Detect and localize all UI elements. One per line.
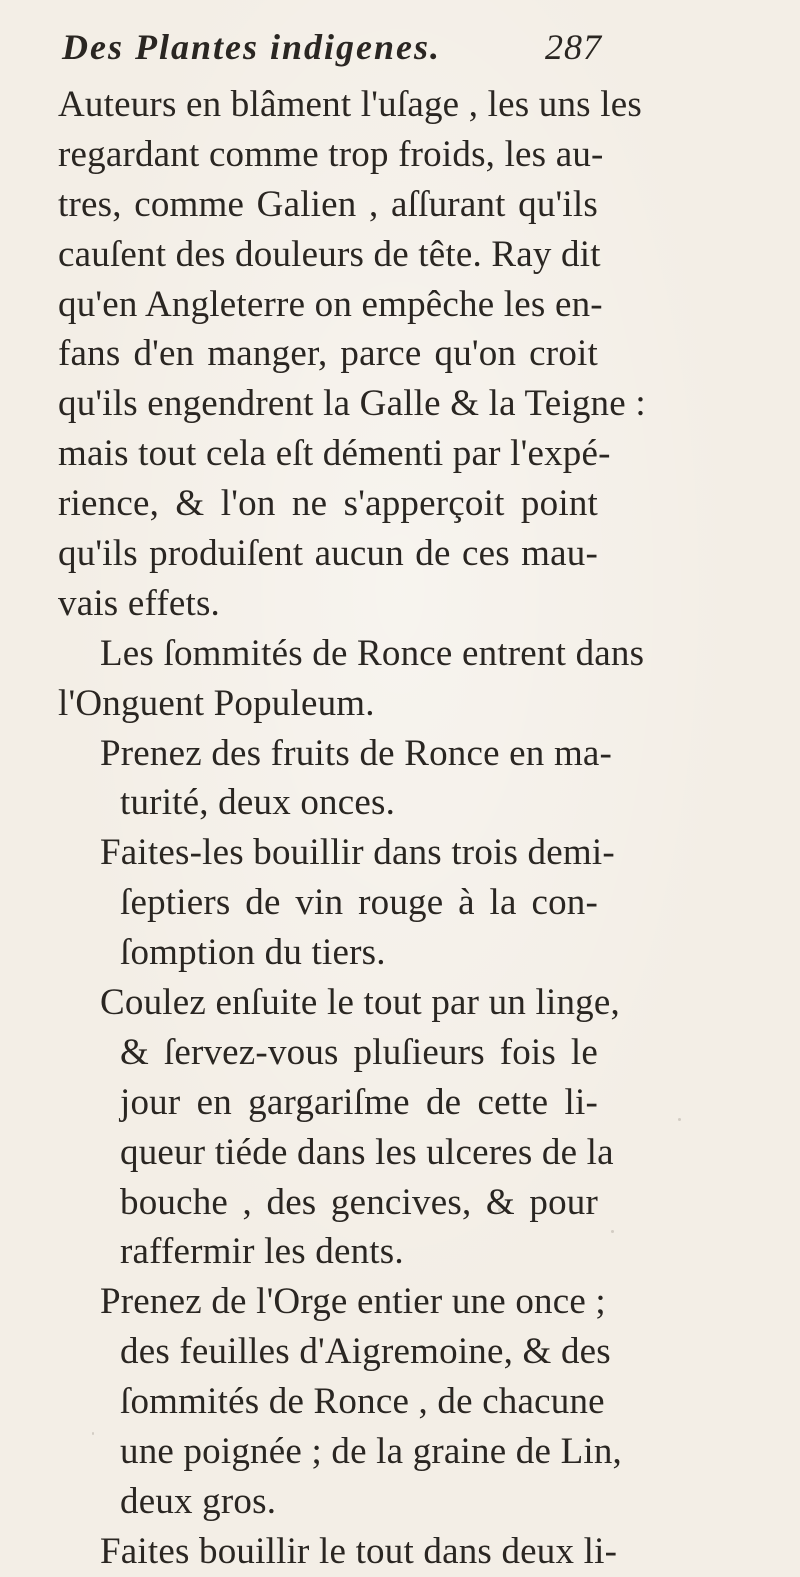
running-header bbox=[62, 26, 602, 82]
text-line: regardant comme trop froids, les au- bbox=[58, 133, 604, 175]
text-line: qu'ils engendrent la Galle & la Teigne : bbox=[58, 383, 646, 425]
text-line: mais tout cela eſt démenti par l'expé- bbox=[58, 433, 611, 475]
recipe-line: Prenez de l'Orge entier une once ; bbox=[100, 1281, 606, 1323]
recipe-continuation-line: jour en gargariſme de cette li- bbox=[120, 1081, 598, 1123]
recipe-continuation-line: queur tiéde dans les ulceres de la bbox=[120, 1131, 614, 1173]
recipe-line: Coulez enſuite le tout par un linge, bbox=[100, 982, 620, 1024]
paper-speck bbox=[678, 1118, 681, 1121]
recipe-continuation-line: ſeptiers de vin rouge à la con- bbox=[120, 882, 598, 924]
text-line: tres, comme Galien , aſſurant qu'ils bbox=[58, 183, 598, 225]
running-title: Des Plantes indigenes. bbox=[62, 27, 442, 67]
text-line: fans d'en manger, parce qu'on croit bbox=[58, 333, 598, 375]
text-line: rience, & l'on ne s'apperçoit point bbox=[58, 483, 598, 525]
text-line: l'Onguent Populeum. bbox=[58, 682, 375, 724]
recipe-continuation-line: raffermir les dents. bbox=[120, 1231, 404, 1273]
paper-speck bbox=[498, 1208, 501, 1212]
text-line: vais effets. bbox=[58, 582, 220, 624]
paper-speck bbox=[520, 298, 524, 303]
recipe-continuation-line: deux gros. bbox=[120, 1480, 277, 1522]
recipe-continuation-line: & ſervez-vous pluſieurs fois le bbox=[120, 1031, 598, 1073]
recipe-line: Faites bouillir le tout dans deux li- bbox=[100, 1530, 618, 1572]
recipe-continuation-line: ſomption du tiers. bbox=[120, 932, 386, 974]
text-line: qu'en Angleterre on empêche les en- bbox=[58, 283, 603, 325]
recipe-continuation-line: turité, deux onces. bbox=[120, 782, 396, 824]
recipe-line: Prenez des fruits de Ronce en ma- bbox=[100, 732, 613, 774]
recipe-continuation-line: des feuilles d'Aigremoine, & des bbox=[120, 1331, 611, 1373]
recipe-continuation-line: bouche , des gencives, & pour bbox=[120, 1181, 598, 1223]
recipe-line: Faites-les bouillir dans trois demi- bbox=[100, 832, 615, 874]
paper-speck bbox=[611, 1230, 614, 1233]
paragraph-start-line: Les ſommités de Ronce entrent dans bbox=[100, 632, 645, 674]
recipe-continuation-line: une poignée ; de la graine de Lin, bbox=[120, 1431, 623, 1473]
text-line: Auteurs en blâment l'uſage , les uns les bbox=[58, 84, 642, 125]
text-line: qu'ils produiſent aucun de ces mau- bbox=[58, 533, 598, 575]
recipe-continuation-line: ſommités de Ronce , de chacune bbox=[120, 1381, 605, 1423]
paper-speck bbox=[92, 1432, 94, 1435]
text-line: cauſent des douleurs de tête. Ray dit bbox=[58, 233, 601, 275]
page-number: 287 bbox=[545, 27, 602, 67]
page-body-text bbox=[58, 80, 646, 1577]
